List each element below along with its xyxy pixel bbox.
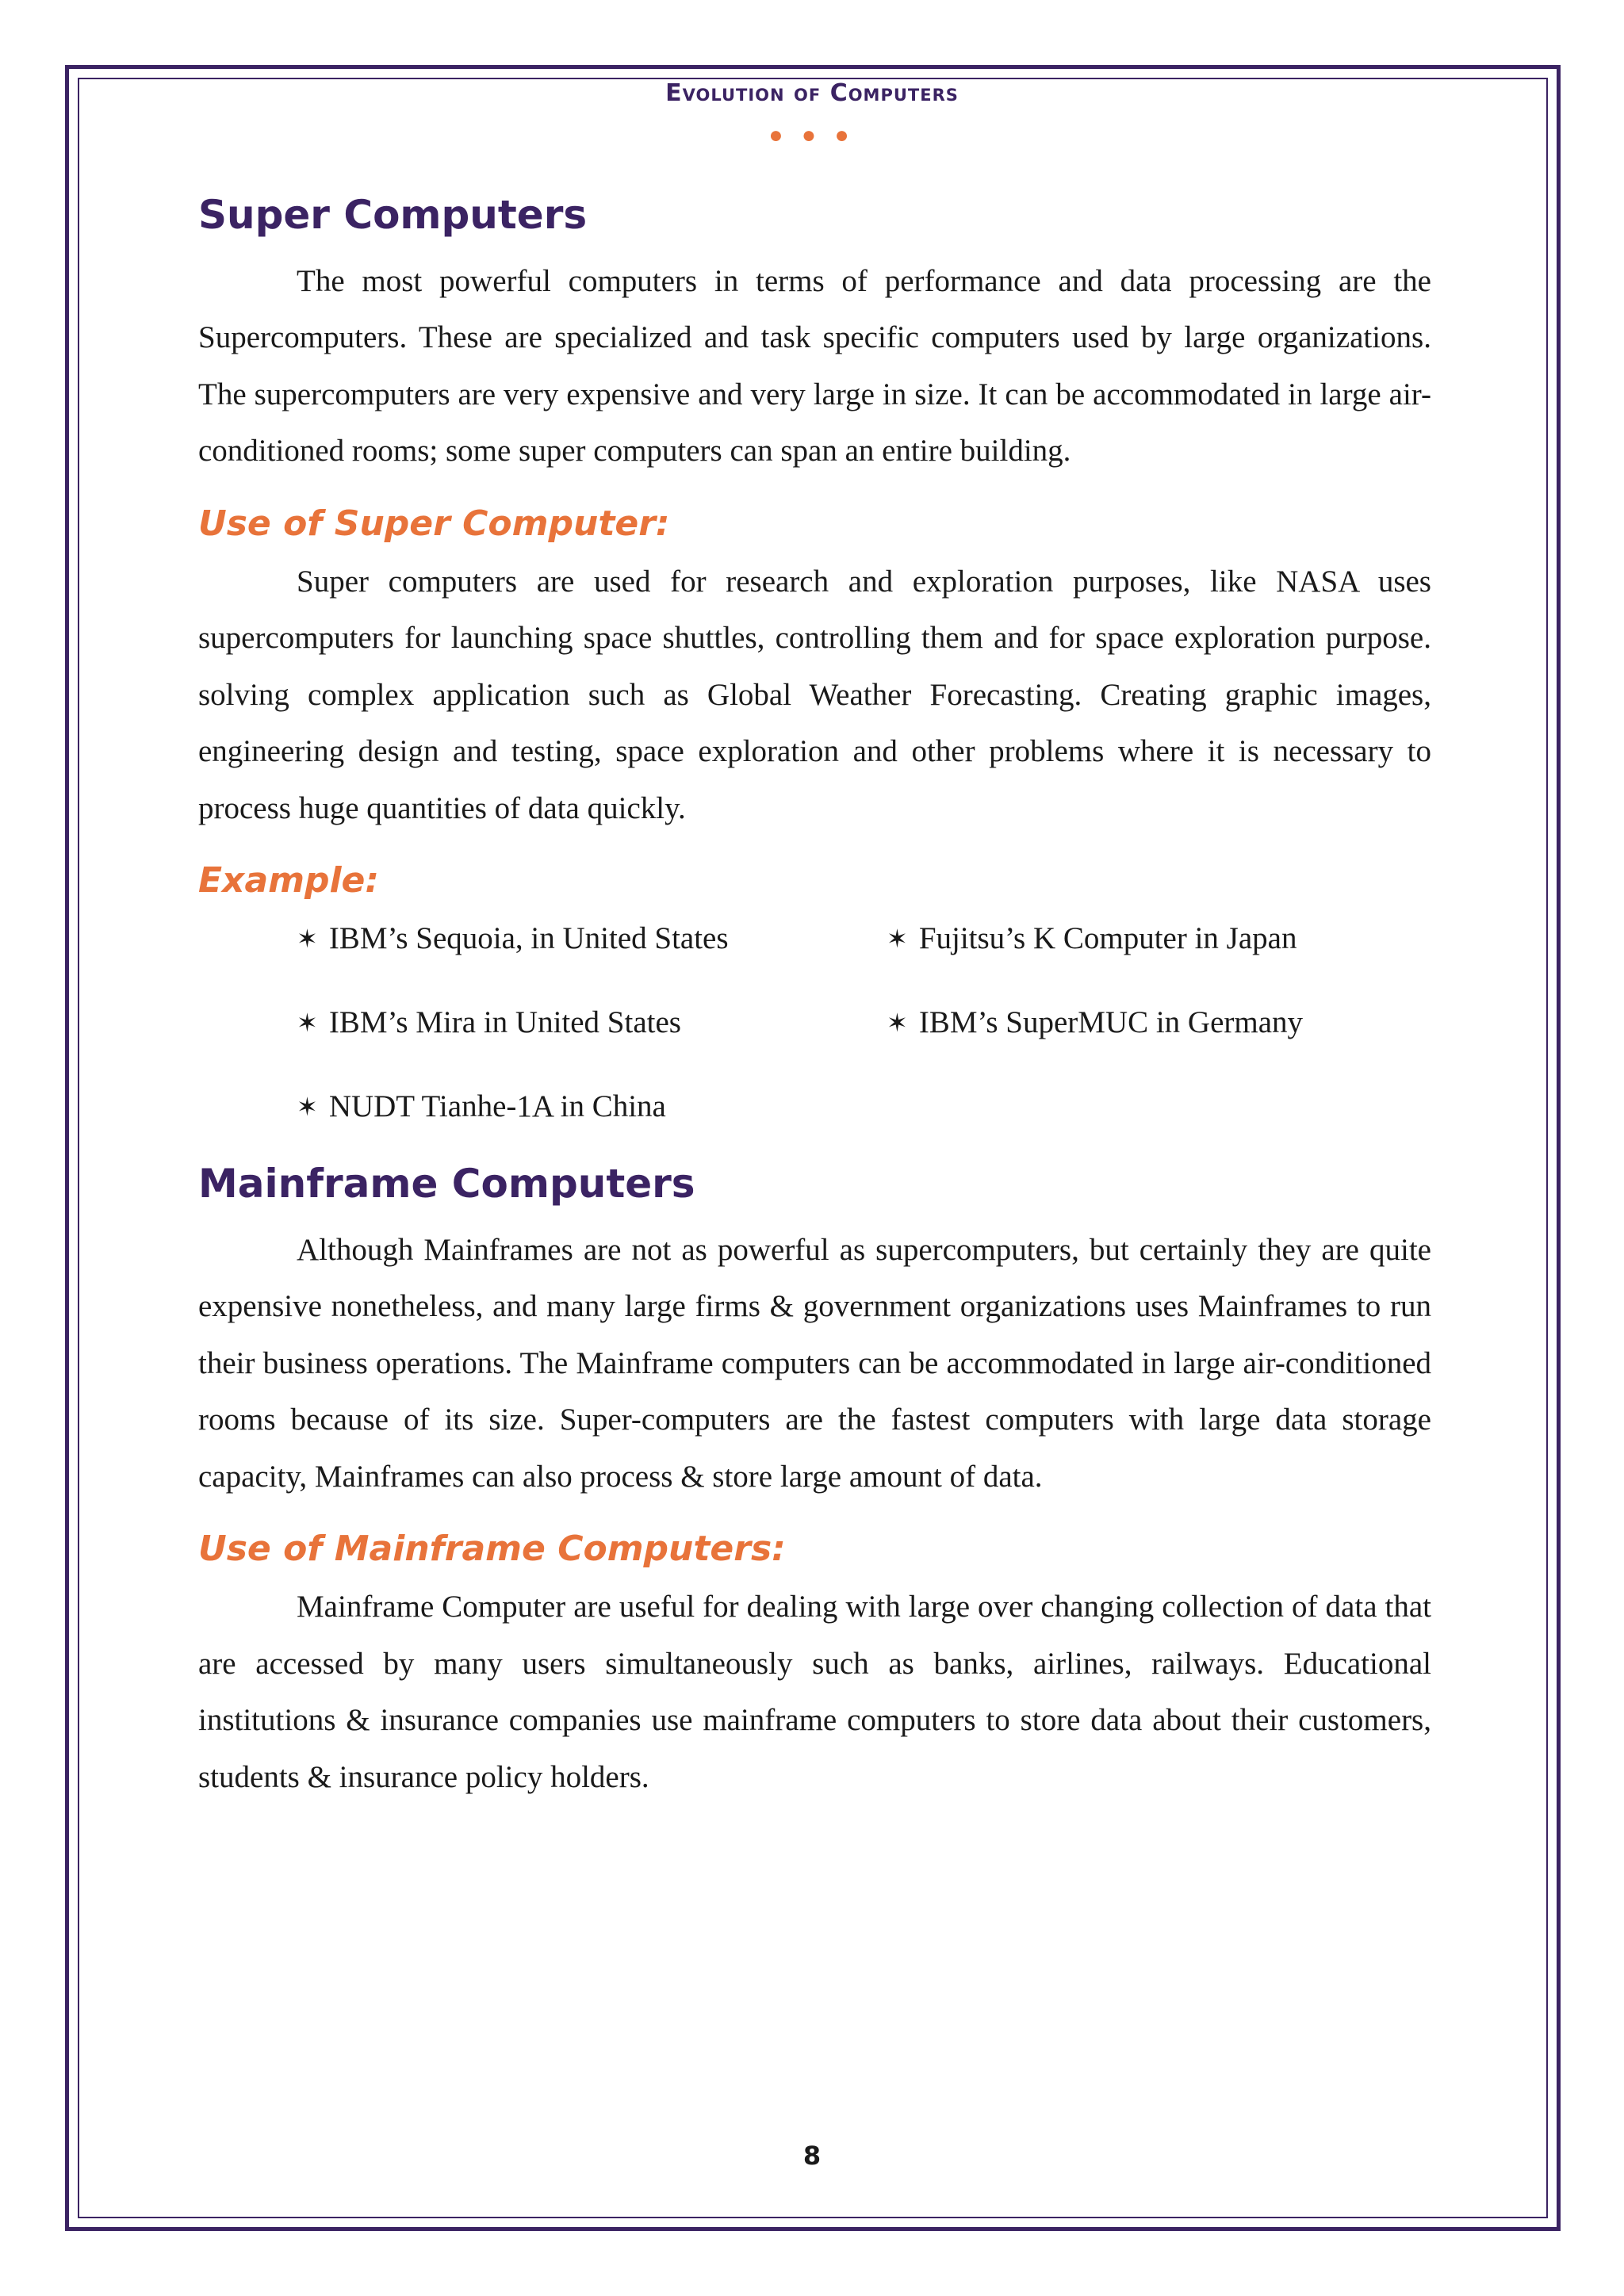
example-text: Fujitsu’s K Computer in Japan [918,921,1297,955]
six-pointed-star-icon: ✶ [887,924,908,954]
subheading-use-of-super-computer: Use of Super Computer: [198,503,670,544]
mainframe-computers-paragraph: Although Mainframes are not as powerful as supercomputers, but certainly they are quite expensive nonetheless, and many large firms & government organizations uses Mainframes to run their business operations. The Mainframe computers can be accommodated in large air-conditioned rooms because of its size. Super-computers are the fastest computers with large data storage capacity, Mainframes can also process & store large amount of data. [198,1232,1431,1494]
header-dots-ornament: ● ● ● [768,122,856,148]
page-number: 8 [802,2141,822,2171]
subheading-example: Example: [198,860,379,901]
six-pointed-star-icon: ✶ [297,1008,318,1038]
list-item [297,910,887,967]
example-text: IBM’s Mira in United States [328,1005,681,1039]
subheading-use-of-mainframe-computers: Use of Mainframe Computers: [198,1529,786,1569]
section-heading-mainframe-computers: Mainframe Computers [198,1161,695,1207]
six-pointed-star-icon: ✶ [297,924,318,954]
six-pointed-star-icon: ✶ [297,1092,318,1122]
example-text: IBM’s SuperMUC in Germany [918,1005,1304,1039]
use-of-super-computer-paragraph: Super computers are used for research and exploration purposes, like NASA uses supercomputers for launching space shuttles, controlling them and for space exploration purpose. solving complex application such as Global Weather Forecasting. Creating graphic images, engineering design and testing, space exploration and other problems where it is necessary to process huge quantities of data quickly. [198,564,1431,825]
use-of-mainframe-computers-paragraph: Mainframe Computer are useful for dealing with large over changing collection of data that are accessed by many users simultaneously such as banks, airlines, railways. Educational institutions & insurance companies use mainframe computers to store data about their customers, students & insurance policy holders. [198,1590,1431,1794]
example-text: NUDT Tianhe-1A in China [328,1089,666,1123]
section-heading-super-computers: Super Computers [198,192,588,238]
six-pointed-star-icon: ✶ [887,1008,908,1038]
list-item [887,994,1442,1051]
examples-list [297,910,1431,1135]
list-item [297,994,887,1051]
example-text: IBM’s Sequoia, in United States [328,921,729,955]
list-item [887,910,1442,967]
super-computers-paragraph: The most powerful computers in terms of performance and data processing are the Supercomputers. These are specialized and task specific computers used by large organizations. The supercomputers are very expensive and very large in size. It can be accommodated in large air-conditioned rooms; some super computers can span an entire building. [198,263,1431,468]
running-header-title: Evolution of Computers [665,79,959,107]
page-content [198,190,1431,1827]
list-item [297,1078,887,1135]
